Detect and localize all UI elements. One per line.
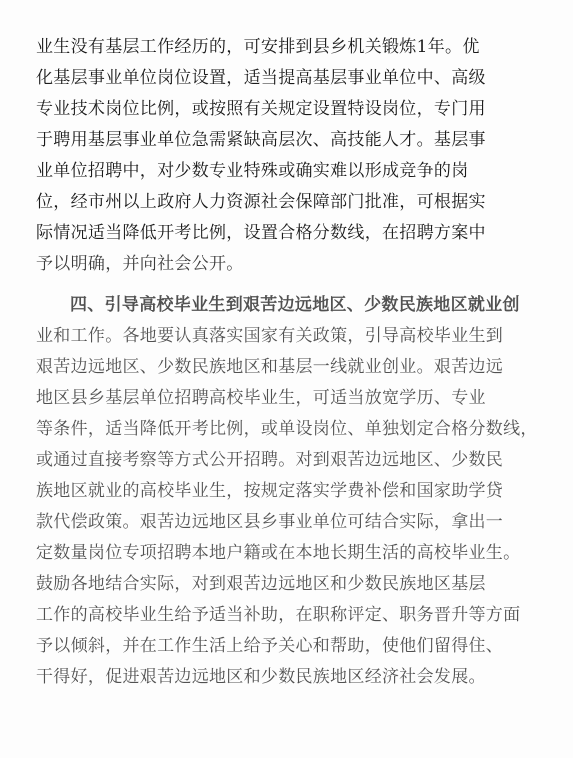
paragraph2-line-12: 干得好，促进艰苦边远地区和少数民族地区经济社会发展。 bbox=[36, 667, 486, 687]
paragraph1-line-3: 专业技术岗位比例，或按照有关规定设置特设岗位，专门用 bbox=[36, 99, 486, 119]
paragraph1-line-1: 业生没有基层工作经历的，可安排到县乡机关锻炼1年。优 bbox=[36, 37, 480, 57]
paragraph2-line-11: 予以倾斜，并在工作生活上给予关心和帮助，使他们留得住、 bbox=[36, 636, 504, 656]
paragraph2-line-2: 艰苦边远地区、少数民族地区和基层一线就业创业。艰苦边远 bbox=[36, 357, 504, 377]
paragraph1-line-5: 业单位招聘中，对少数专业特殊或确实难以形成竞争的岗 bbox=[36, 161, 469, 181]
paragraph2-line-1: 业和工作。各地要认真落实国家有关政策，引导高校毕业生到 bbox=[36, 326, 504, 346]
paragraph2-line-9: 鼓励各地结合实际，对到艰苦边远地区和少数民族地区基层 bbox=[36, 574, 486, 594]
paragraph2-line-7: 款代偿政策。艰苦边远地区县乡事业单位可结合实际，拿出一 bbox=[36, 512, 504, 532]
section-heading: 四、引导高校毕业生到艰苦边远地区、少数民族地区就业创 bbox=[70, 295, 520, 315]
paragraph1-line-6: 位，经市州以上政府人力资源社会保障部门批准，可根据实 bbox=[36, 192, 486, 212]
paragraph2-line-6: 族地区就业的高校毕业生，按规定落实学费补偿和国家助学贷 bbox=[36, 481, 504, 501]
paragraph1-line-7: 际情况适当降低开考比例，设置合格分数线，在招聘方案中 bbox=[36, 223, 486, 243]
paragraph1-line-4: 于聘用基层事业单位急需紧缺高层次、高技能人才。基层事 bbox=[36, 130, 486, 150]
paragraph2-line-5: 或通过直接考察等方式公开招聘。对到艰苦边远地区、少数民 bbox=[36, 450, 504, 470]
paragraph2-line-10: 工作的高校毕业生给予适当补助，在职称评定、职务晋升等方面 bbox=[36, 605, 521, 625]
paragraph2-line-4: 等条件，适当降低开考比例，或单设岗位、单独划定合格分数线， bbox=[36, 419, 538, 439]
paragraph2-line-3: 地区县乡基层单位招聘高校毕业生，可适当放宽学历、专业 bbox=[36, 388, 486, 408]
paragraph2-line-8: 定数量岗位专项招聘本地户籍或在本地长期生活的高校毕业生。 bbox=[36, 543, 521, 563]
paragraph1-line-8: 予以明确，并向社会公开。 bbox=[36, 254, 244, 274]
paragraph1-line-2: 化基层事业单位岗位设置，适当提高基层事业单位中、高级 bbox=[36, 68, 486, 88]
document-body bbox=[36, 32, 556, 693]
